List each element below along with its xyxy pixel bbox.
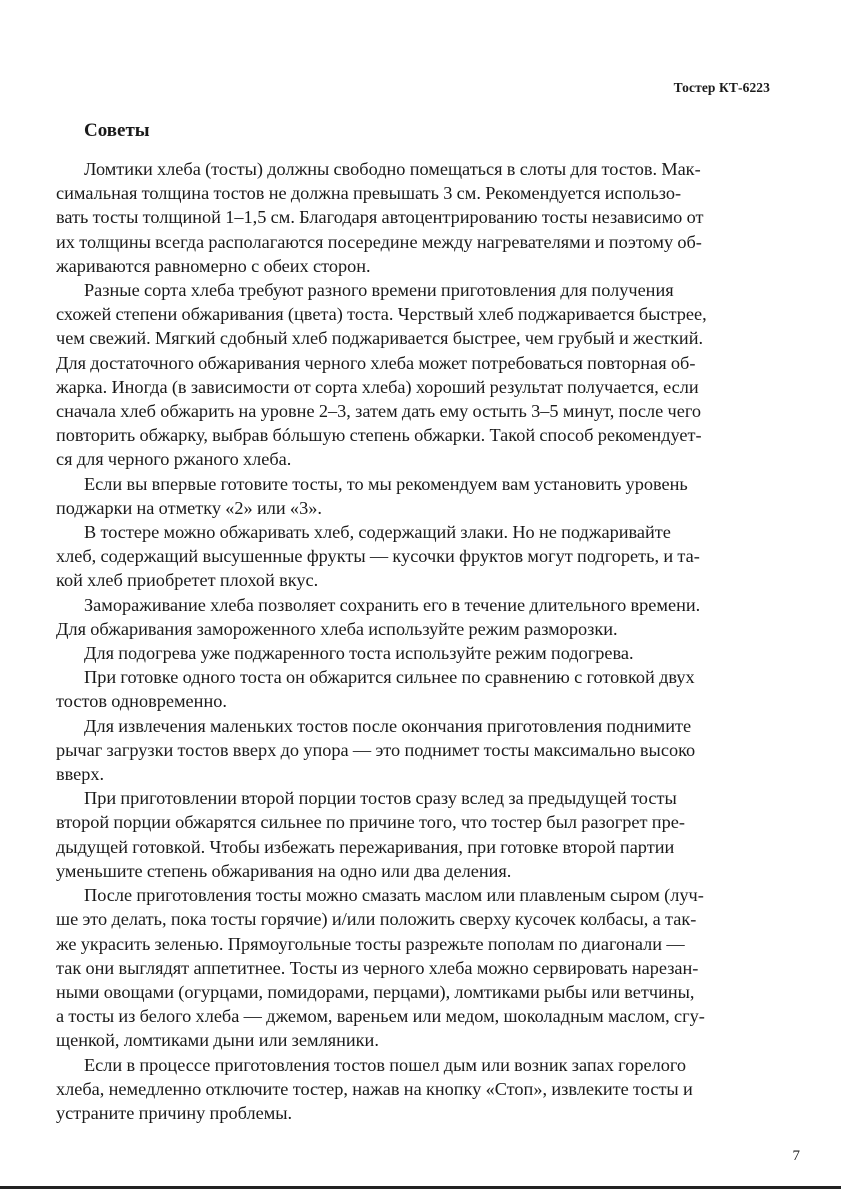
paragraph-small-toasts: Для извлечения маленьких тостов после окончания приготовления поднимите рычаг загрузки тостов вверх до упора — это поднимет тосты максимально высоко вверх. [56, 715, 696, 785]
section-title: Советы [84, 120, 150, 141]
paragraph-frozen: Замораживание хлеба позволяет сохранить его в течение длительного времени. Для обжаривания замороженного хлеба используйте режим разморозки. [56, 594, 701, 639]
paragraph-first-time: Если вы впервые готовите тосты, то мы рекомендуем вам установить уровень поджарки на отметку «2» или «3». [56, 473, 688, 518]
paragraph-bread-types: Разные сорта хлеба требуют разного времени приготовления для получения схожей степени обжаривания (цвета) тоста. Черствый хлеб поджаривается быстрее, чем свежий. Мягкий сдобный хлеб поджаривается быстрее, чем грубый и жесткий. Для достаточного обжаривания черного хлеба может потребоваться повторная об- жарка. Иногда (в зависимости от сорта хлеба) хороший результат получается, если сначала хлеб обжарить на уровне 2–3, затем дать ему остыть 3–5 минут, после чего повторить обжарку, выбрав бóльшую степень обжарки. Такой способ рекомендует- ся для черного ржаного хлеба. [56, 280, 707, 470]
paragraph-smoke: Если в процессе приготовления тостов пошел дым или возник запах горелого хлеба, немедленно отключите тостер, нажав на кнопку «Стоп», извлеките тосты и устраните причину проблемы. [56, 1054, 693, 1123]
paragraph-single-toast: При готовке одного тоста он обжарится сильнее по сравнению с готовкой двух тостов одновременно. [56, 667, 695, 712]
page-number: 7 [792, 1148, 800, 1164]
running-header: Тостер КТ-6223 [673, 80, 770, 95]
paragraph-grains-fruits: В тостере можно обжаривать хлеб, содержащий злаки. Но не поджаривайте хлеб, содержащий высушенные фрукты — кусочки фруктов могут подгореть, и та- кой хлеб приобретет плохой вкус. [56, 522, 700, 591]
paragraph-slices: Ломтики хлеба (тосты) должны свободно помещаться в слоты для тостов. Мак- симальная толщина тостов не должна превышать 3 см. Рекомендуется использо- вать тосты толщиной 1–1,5 см. Благодаря автоцентрированию тосты независимо от их толщины всегда располагаются посередине между нагревателями и поэтому об- жариваются равномерно с обеих сторон. [56, 159, 704, 276]
paragraph-serving: После приготовления тосты можно смазать маслом или плавленым сыром (луч- ше это делать, пока тосты горячие) и/или положить сверху кусочек колбасы, а так- же украсить зеленью. Прямоугольные тосты разрежьте пополам по диагонали — так они выглядят аппетитнее. Тосты из черного хлеба можно сервировать нарезан- ными овощами (огурцами, помидорами, перцами), ломтиками рыбы или ветчины, а тосты из белого хлеба — джемом, вареньем или медом, шоколадным маслом, сгу- щенкой, ломтиками дыни или земляники. [56, 885, 705, 1051]
page-content [56, 118, 772, 1125]
paragraph-second-batch: При приготовлении второй порции тостов сразу вслед за предыдущей тосты второй порции обжарятся сильнее по причине того, что тостер был разогрет пре- дыдущей готовкой. Чтобы избежать пережаривания, при готовке второй партии уменьшите степень обжаривания на одно или два деления. [56, 788, 685, 881]
paragraph-reheat: Для подогрева уже поджаренного тоста используйте режим подогрева. [84, 643, 634, 664]
